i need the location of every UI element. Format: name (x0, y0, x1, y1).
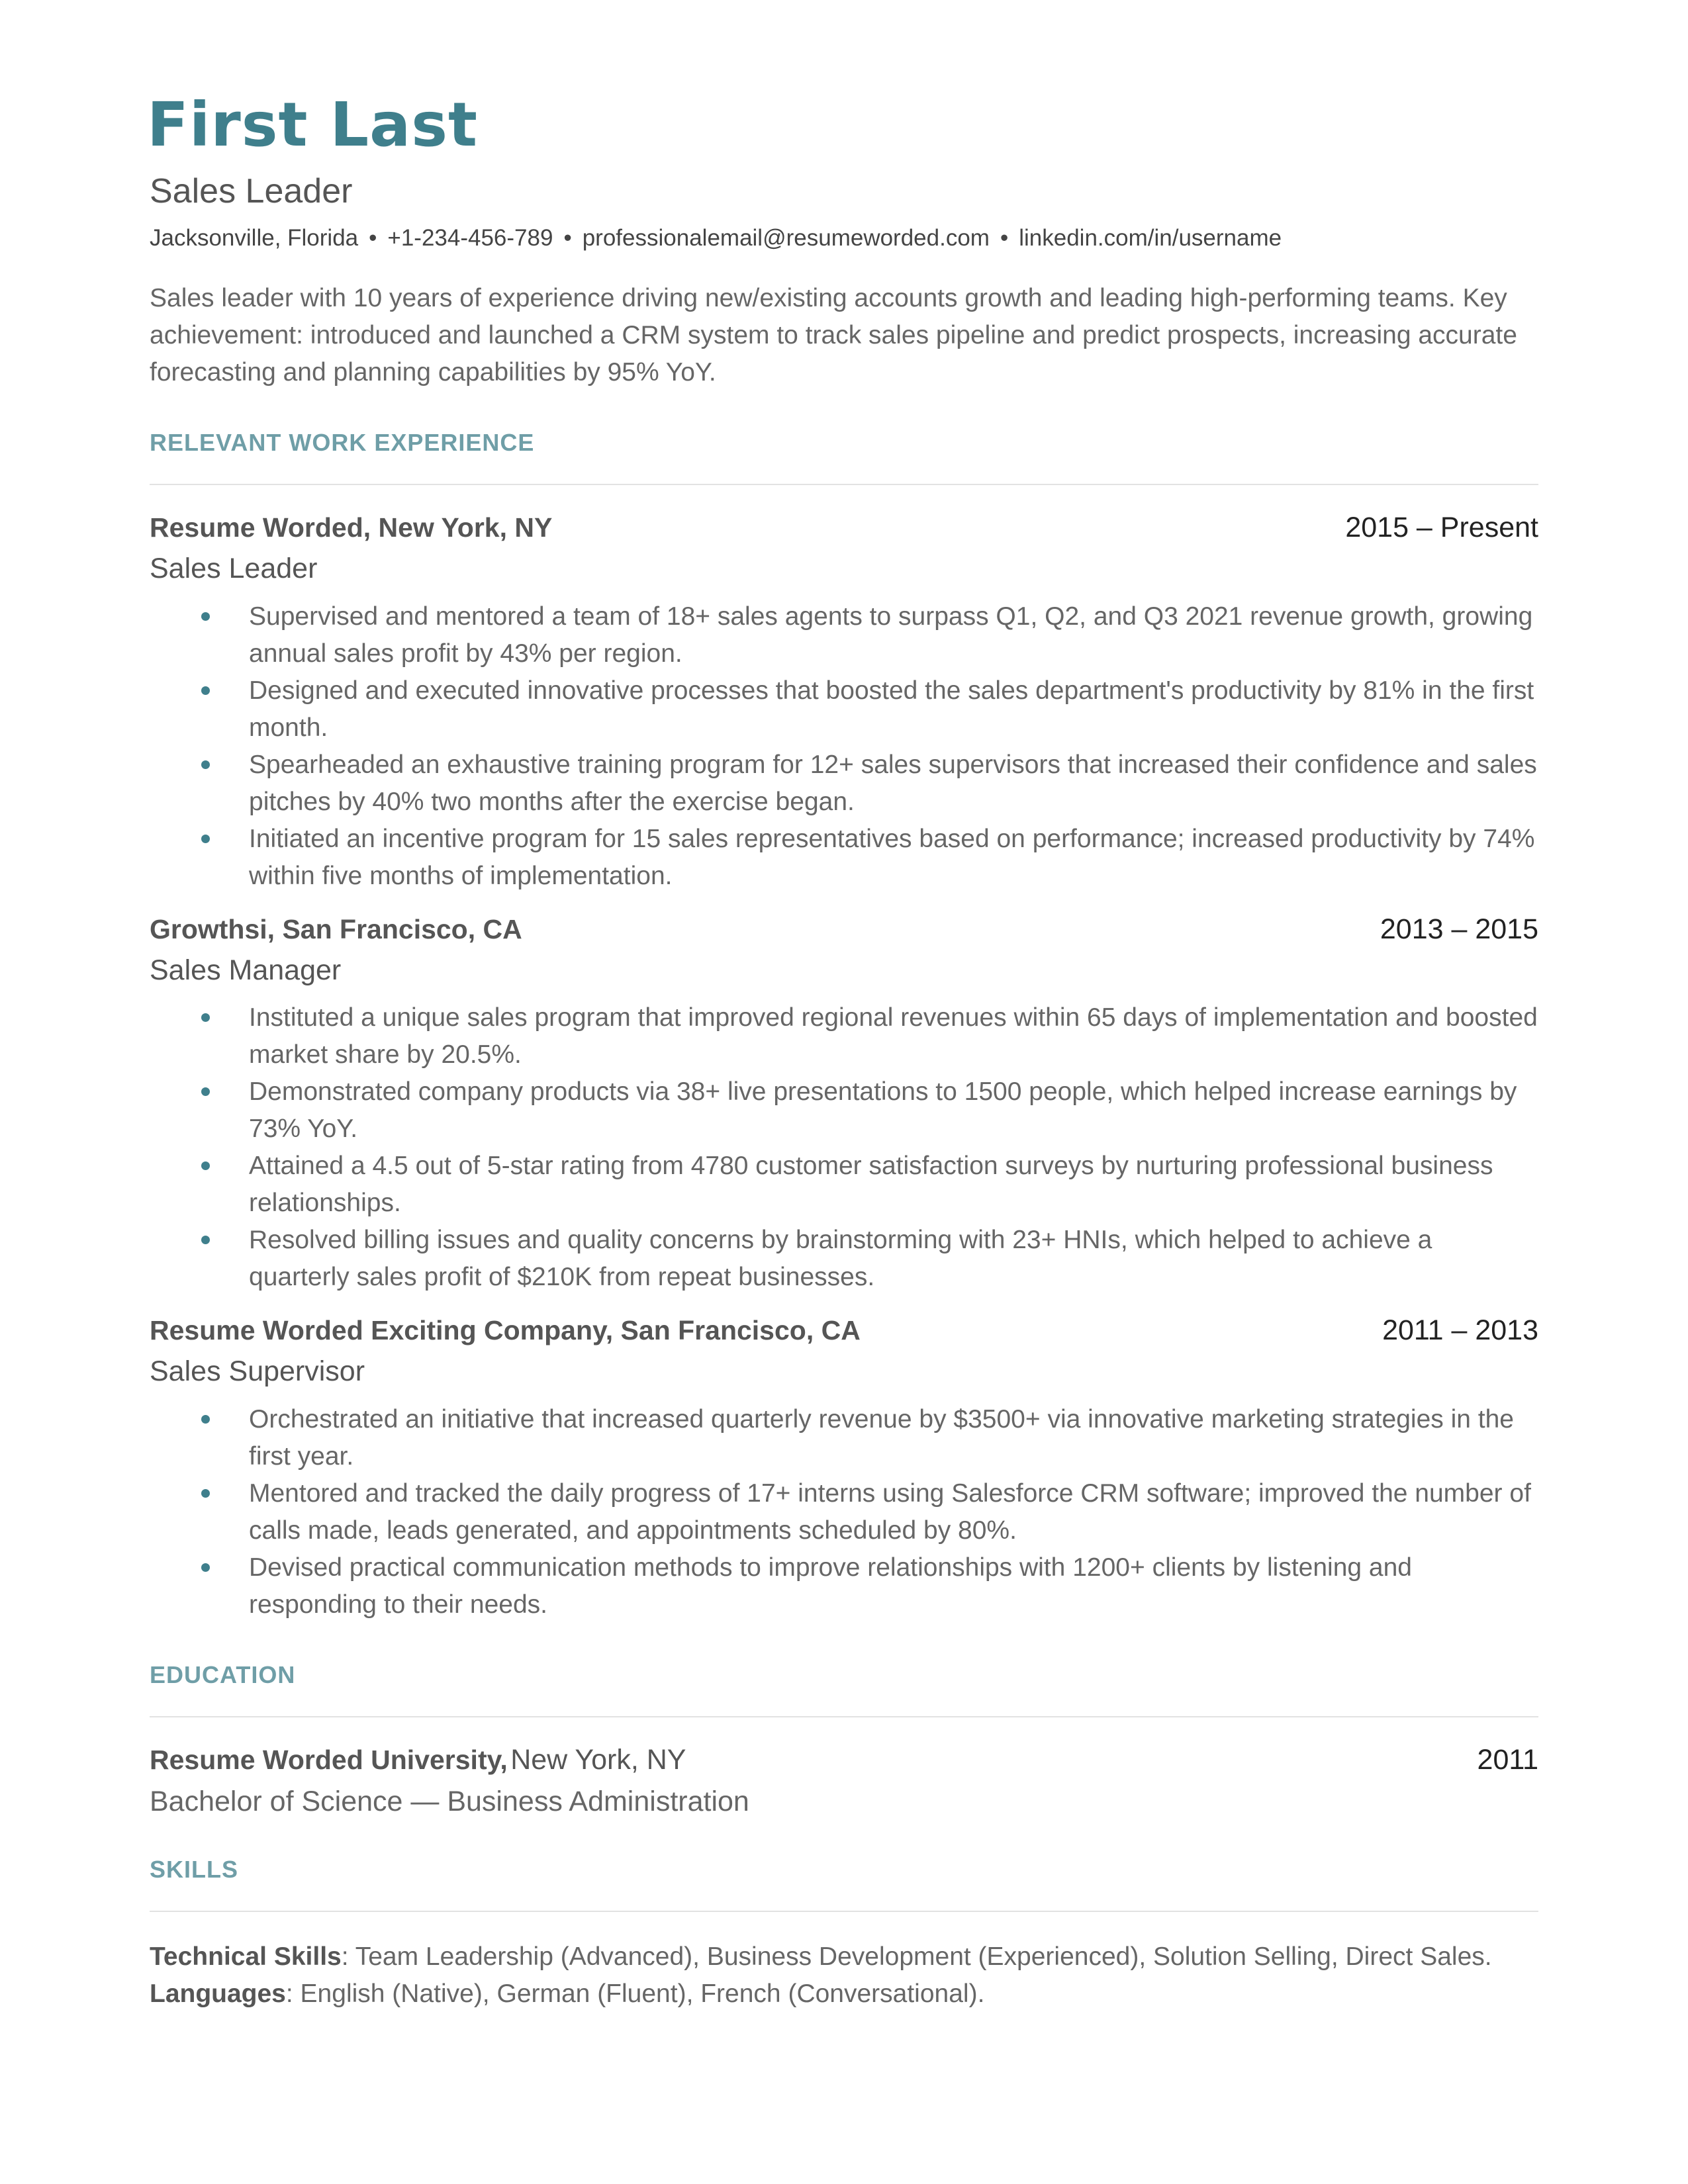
bullet-item (150, 821, 1538, 895)
job-entry (150, 913, 1538, 1297)
job-dates: 2013 – 2015 (1380, 913, 1538, 945)
education-year: 2011 (1477, 1743, 1538, 1776)
job-role: Sales Supervisor (150, 1355, 365, 1388)
bullet-dot-icon (201, 835, 210, 843)
school-location: New York, NY (510, 1743, 686, 1776)
languages (150, 1976, 1538, 2013)
job-company: Resume Worded, New York, NY (150, 512, 553, 543)
section-title-education: EDUCATION (150, 1661, 296, 1688)
bullet-text: Attained a 4.5 out of 5-star rating from 4780 customer satisfaction surveys by nurturing professional business relationships. (249, 1152, 1493, 1218)
languages-text: : English (Native), German (Fluent), French (Conversational). (285, 1979, 985, 2008)
bullet-item (150, 1073, 1538, 1148)
job-role: Sales Manager (150, 954, 342, 986)
technical-skills-text: : Team Leadership (Advanced), Business Development (Experienced), Solution Selling, Direct Sales. (341, 1942, 1492, 1971)
candidate-title: Sales Leader (150, 172, 353, 210)
bullet-item (150, 672, 1538, 747)
bullet-text: Designed and executed innovative processes that boosted the sales department's productivity by 81% in the first month. (249, 676, 1534, 742)
bullet-dot-icon (201, 760, 210, 769)
job-company: Growthsi, San Francisco, CA (150, 913, 522, 944)
bullet-text: Mentored and tracked the daily progress of 17+ interns using Salesforce CRM software; improved the number of calls made, leads generated, and appointments scheduled by 80%. (249, 1479, 1531, 1545)
bullet-dot-icon (201, 612, 210, 621)
bullet-text: Initiated an incentive program for 15 sales representatives based on performance; increased productivity by 74% within five months of implementation. (249, 824, 1535, 890)
section-divider (150, 484, 1538, 485)
contact-phone: +1-234-456-789 (387, 225, 553, 251)
contact-separator: • (563, 225, 572, 251)
bullet-dot-icon (201, 1415, 210, 1424)
contact-location: Jacksonville, Florida (150, 225, 359, 251)
section-title-skills: SKILLS (150, 1855, 239, 1883)
summary: Sales leader with 10 years of experience driving new/existing accounts growth and leading high-performing teams. Key achievement: introduced and launched a CRM system to track sales pipeline and predict prospects, increasing accurate forecasting and planning capabilities by 95% YoY. (150, 284, 1517, 387)
job-bullets (150, 999, 1538, 1296)
technical-skills-label: Technical Skills (150, 1942, 342, 1971)
bullet-item (150, 999, 1538, 1073)
bullet-dot-icon (201, 1236, 210, 1244)
job-dates: 2011 – 2013 (1382, 1314, 1538, 1347)
bullet-item (150, 1475, 1538, 1549)
job-dates: 2015 – Present (1345, 512, 1538, 543)
candidate-name: First Last (147, 89, 478, 160)
education-entry (150, 1744, 1538, 1776)
bullet-text: Orchestrated an initiative that increased quarterly revenue by $3500+ via innovative marketing strategies in the first year. (249, 1404, 1514, 1471)
bullet-item (150, 1401, 1538, 1475)
bullet-text: Instituted a unique sales program that improved regional revenues within 65 days of implementation and boosted market share by 20.5%. (249, 1003, 1538, 1069)
job-entry (150, 512, 1538, 895)
job-company: Resume Worded Exciting Company, San Francisco, CA (150, 1315, 861, 1346)
bullet-item (150, 747, 1538, 821)
bullet-text: Spearheaded an exhaustive training program for 12+ sales supervisors that increased their confidence and sales pitches by 40% two months after the exercise began. (249, 750, 1537, 816)
job-bullets (150, 1401, 1538, 1623)
job-entry (150, 1314, 1538, 1623)
contact-separator: • (369, 225, 377, 251)
bullet-item (150, 1222, 1538, 1296)
bullet-item (150, 1148, 1538, 1222)
bullet-dot-icon (201, 1563, 210, 1572)
contact-linkedin[interactable]: linkedin.com/in/username (1019, 225, 1282, 251)
bullet-dot-icon (201, 1013, 210, 1022)
job-role: Sales Leader (150, 553, 318, 584)
bullet-dot-icon (201, 1489, 210, 1498)
contact-email[interactable]: professionalemail@resumeworded.com (582, 225, 990, 251)
bullet-dot-icon (201, 1161, 210, 1170)
bullet-dot-icon (201, 1087, 210, 1096)
bullet-item (150, 598, 1538, 672)
section-divider (150, 1716, 1538, 1717)
bullet-text: Resolved billing issues and quality concerns by brainstorming with 23+ HNIs, which helped to achieve a quarterly sales profit of $210K from repeat businesses. (249, 1226, 1432, 1292)
technical-skills (150, 1938, 1538, 1976)
job-bullets (150, 598, 1538, 895)
bullet-text: Demonstrated company products via 38+ live presentations to 1500 people, which helped increase earnings by 73% YoY. (249, 1077, 1517, 1144)
bullet-item (150, 1549, 1538, 1623)
contact-separator: • (1000, 225, 1009, 251)
school-name: Resume Worded University, (150, 1744, 508, 1775)
section-title-experience: RELEVANT WORK EXPERIENCE (150, 429, 535, 456)
bullet-dot-icon (201, 686, 210, 695)
section-divider (150, 1911, 1538, 1912)
contact-line (150, 224, 1538, 252)
degree: Bachelor of Science — Business Administration (150, 1785, 749, 1817)
bullet-text: Supervised and mentored a team of 18+ sales agents to surpass Q1, Q2, and Q3 2021 revenue growth, growing annual sales profit by 43% per region. (249, 602, 1533, 668)
bullet-text: Devised practical communication methods to improve relationships with 1200+ clients by listening and responding to their needs. (249, 1553, 1412, 1619)
languages-label: Languages (150, 1979, 286, 2008)
